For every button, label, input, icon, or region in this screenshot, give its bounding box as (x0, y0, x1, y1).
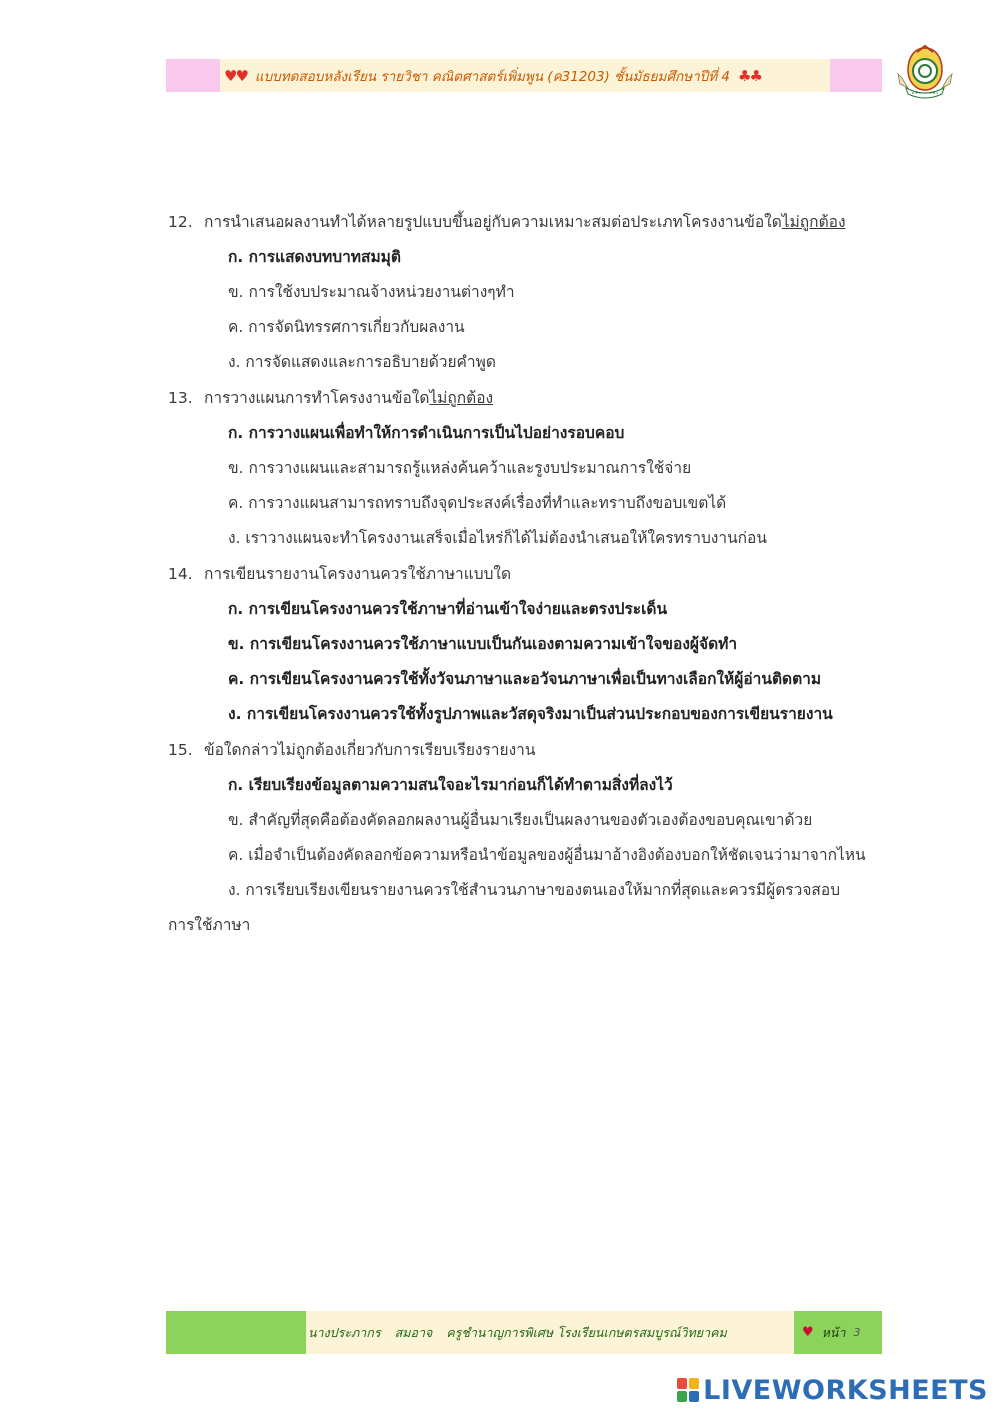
page-number: 3 (853, 1326, 861, 1339)
option-15-b[interactable]: ข. สำคัญที่สุดคือต้องคัดลอกผลงานผู้อื่นมาเรียงเป็นผลงานของตัวเองต้องขอบคุณเขาด้วย (228, 811, 813, 829)
footer-author (306, 1311, 794, 1354)
question-emphasis: ไม่ถูกต้อง (429, 389, 494, 407)
option-13-d[interactable]: ง. เราวางแผนจะทำโครงงานเสร็จเมื่อไหร่ก็ได้ไม่ต้องนำเสนอให้ใครทราบงานก่อน (228, 529, 767, 547)
header-title-row (224, 59, 826, 92)
option-15-c[interactable]: ค. เมื่อจำเป็นต้องคัดลอกข้อความหรือนำข้อมูลของผู้อื่นมาอ้างอิงต้องบอกให้ชัดเจนว่ามาจากไหน (228, 846, 866, 864)
question-text: การเขียนรายงานโครงงานควรใช้ภาษาแบบใด (204, 565, 512, 583)
question-text: ข้อใดกล่าวไม่ถูกต้องเกี่ยวกับการเรียบเรียงรายงาน (204, 741, 536, 759)
option-15-d[interactable]: ง. การเรียบเรียงเขียนรายงานควรใช้สำนวนภาษาของตนเองให้มากที่สุดและควรมีผู้ตรวจสอบ (228, 881, 841, 899)
question-number: 12. (168, 213, 193, 231)
footer-page (792, 1311, 882, 1354)
option-15-d-continuation: การใช้ภาษา (168, 916, 251, 934)
hearts-icon: ♥♥ (224, 66, 247, 85)
question-text: การนำเสนอผลงานทำได้หลายรูปแบบขึ้นอยู่กับความเหมาะสมต่อประเภทโครงงานข้อใด (204, 213, 782, 231)
watermark-text: LIVEWORKSHEETS (703, 1374, 988, 1406)
option-12-d[interactable]: ง. การจัดแสดงและการอธิบายด้วยคำพูด (228, 353, 496, 371)
question-text: การวางแผนการทำโครงงานข้อใด (204, 389, 430, 407)
question-number: 14. (168, 565, 193, 583)
question-15 (168, 737, 535, 762)
header-accent-right (830, 59, 882, 92)
question-number: 13. (168, 389, 193, 407)
option-13-b[interactable]: ข. การวางแผนและสามารถรู้แหล่งค้นคว้าและรูงบประมาณการใช้จ่าย (228, 459, 692, 477)
heart-icon: ♥ (802, 1325, 814, 1340)
option-13-a[interactable]: ก. การวางแผนเพื่อทำให้การดำเนินการเป็นไปอย่างรอบคอบ (228, 424, 625, 442)
question-emphasis: ไม่ถูกต้อง (781, 213, 846, 231)
option-14-b[interactable]: ข. การเขียนโครงงานควรใช้ภาษาแบบเป็นกันเองตามความเข้าใจของผู้จัดทำ (228, 635, 738, 653)
header-accent-left (166, 59, 220, 92)
question-12 (168, 209, 846, 234)
author-name: นางประภากร (308, 1324, 381, 1340)
option-14-d[interactable]: ง. การเขียนโครงงานควรใช้ทั้งรูปภาพและวัสดุจริงมาเป็นส่วนประกอบของการเขียนรายงาน (228, 705, 833, 723)
option-13-c[interactable]: ค. การวางแผนสามารถทราบถึงจุดประสงค์เรื่องที่ทำและทราบถึงขอบเขตได้ (228, 494, 727, 512)
clubs-icon: ♣♣ (738, 66, 761, 85)
question-number: 15. (168, 741, 193, 759)
option-15-a[interactable]: ก. เรียบเรียงข้อมูลตามความสนใจอะไรมาก่อนก็ได้ทำตามสิ่งที่ลงไว้ (228, 776, 673, 794)
school-emblem-icon (896, 44, 954, 102)
header-title: แบบทดสอบหลังเรียน รายวิชา คณิตศาสตร์เพิ่มพูน (ค31203) ชั้นมัธยมศึกษาปีที่ 4 (254, 68, 731, 85)
option-14-c[interactable]: ค. การเขียนโครงงานควรใช้ทั้งวัจนภาษาและอวัจนภาษาเพื่อเป็นทางเลือกให้ผู้อ่านติดตาม (228, 670, 822, 688)
author-surname: สมอาจ (394, 1324, 433, 1340)
liveworksheets-watermark[interactable] (677, 1373, 988, 1407)
header-band (166, 59, 882, 92)
option-12-a[interactable]: ก. การแสดงบทบาทสมมุติ (228, 248, 401, 266)
option-14-a[interactable]: ก. การเขียนโครงงานควรใช้ภาษาที่อ่านเข้าใจง่ายและตรงประเด็น (228, 600, 668, 618)
question-13 (168, 385, 493, 410)
page-label: หน้า (821, 1324, 846, 1340)
option-12-b[interactable]: ข. การใช้งบประมาณจ้างหน่วยงานต่างๆทำ (228, 283, 515, 301)
footer-band (166, 1311, 882, 1354)
question-14 (168, 561, 511, 586)
liveworksheets-logo-icon (677, 1378, 699, 1402)
option-12-c[interactable]: ค. การจัดนิทรรศการเกี่ยวกับผลงาน (228, 318, 465, 336)
author-position: ครูชำนาญการพิเศษ โรงเรียนเกษตรสมบูรณ์วิทยาคม (446, 1324, 727, 1340)
